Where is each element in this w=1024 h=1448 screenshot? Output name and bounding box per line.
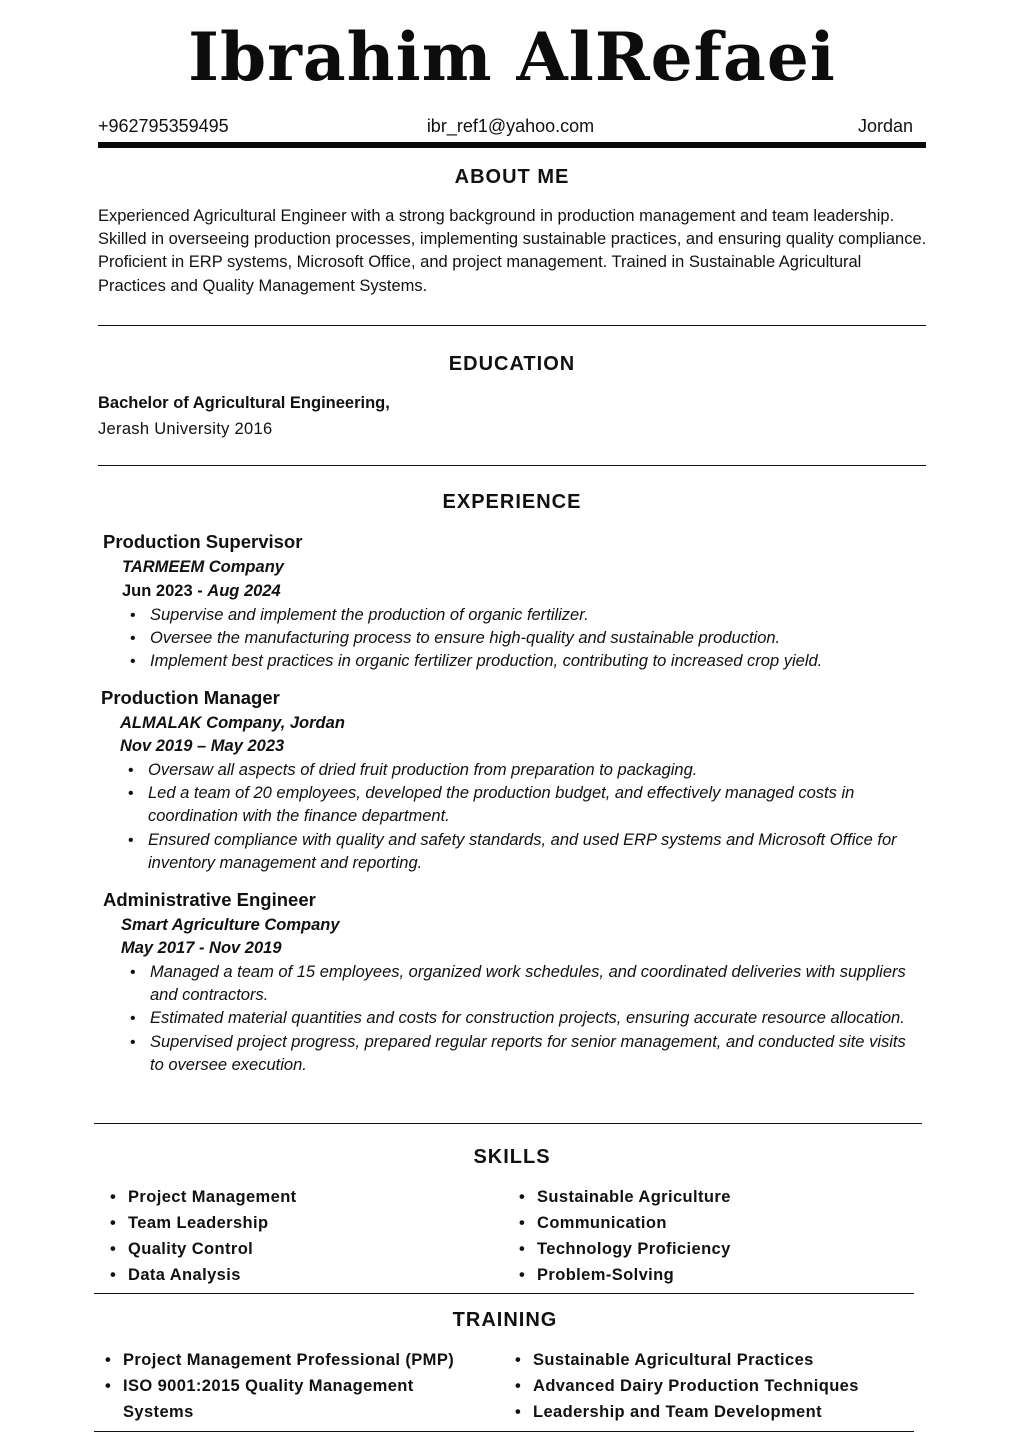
section-divider <box>98 465 926 466</box>
section-divider <box>98 325 926 326</box>
training-item: • Advanced Dairy Production Techniques <box>511 1373 911 1399</box>
skill-item: • Project Management <box>106 1184 486 1210</box>
job-bullets <box>122 604 912 674</box>
section-divider <box>94 1431 914 1432</box>
training-list-right <box>511 1347 911 1425</box>
section-divider <box>94 1293 914 1294</box>
list-item: • Oversee the manufacturing process to ensure high-quality and sustainable production. <box>122 627 912 650</box>
job-bullets <box>122 961 912 1077</box>
job-company: TARMEEM Company <box>122 558 284 576</box>
section-divider <box>94 1123 922 1124</box>
job-title: Production Manager <box>101 687 280 708</box>
training-item: • Sustainable Agricultural Practices <box>511 1347 911 1373</box>
header-divider <box>98 142 926 148</box>
list-item: • Estimated material quantities and costs for construction projects, ensuring accurate resource allocation. <box>122 1007 912 1030</box>
experience-heading: EXPERIENCE <box>442 491 582 513</box>
list-item: • Supervise and implement the production of organic fertilizer. <box>122 604 912 627</box>
education-school: Jerash University 2016 <box>98 420 273 438</box>
job-date-start: Jun 2023 - <box>122 582 208 600</box>
job-title: Production Supervisor <box>103 531 303 552</box>
job-company: ALMALAK Company, Jordan <box>120 714 345 732</box>
about-text: Experienced Agricultural Engineer with a strong background in production management and team leadership. Skilled in overseeing production processes, implementing sustainable practices, and ensuring quality compliance. Proficient in ERP systems, Microsoft Office, and project management. Trained in Sustainable Agricultural Practices and Quality Management Systems. <box>98 207 927 295</box>
job-dates <box>122 582 281 601</box>
skill-item: • Technology Proficiency <box>515 1236 905 1262</box>
skill-item: • Communication <box>515 1210 905 1236</box>
education-heading: EDUCATION <box>448 353 576 375</box>
list-item: • Supervised project progress, prepared regular reports for senior management, and conducted site visits to oversee execution. <box>122 1031 912 1077</box>
skills-list-left <box>106 1184 486 1288</box>
list-item: • Implement best practices in organic fertilizer production, contributing to increased crop yield. <box>122 650 912 673</box>
training-list-left <box>101 1347 481 1425</box>
phone-number: +962795359495 <box>98 116 229 136</box>
job-bullets <box>120 759 910 875</box>
skills-list-right <box>515 1184 905 1288</box>
training-item: • Leadership and Team Development <box>511 1399 911 1425</box>
job-title: Administrative Engineer <box>103 889 316 910</box>
skill-item: • Team Leadership <box>106 1210 486 1236</box>
list-item: • Oversaw all aspects of dried fruit production from preparation to packaging. <box>120 759 910 782</box>
email-address: ibr_ref1@yahoo.com <box>426 116 595 136</box>
training-item: • Project Management Professional (PMP) <box>101 1347 481 1373</box>
skill-item: • Sustainable Agriculture <box>515 1184 905 1210</box>
job-company: Smart Agriculture Company <box>121 916 340 934</box>
skill-item: • Data Analysis <box>106 1262 486 1288</box>
job-dates: Nov 2019 – May 2023 <box>120 737 285 755</box>
country: Jordan <box>857 116 913 136</box>
contact-row <box>98 116 913 138</box>
skill-item: • Quality Control <box>106 1236 486 1262</box>
job-dates: May 2017 - Nov 2019 <box>121 939 282 957</box>
list-item: • Led a team of 20 employees, developed the production budget, and effectively managed costs in coordination with the finance department. <box>120 782 910 828</box>
job-date-end: Aug 2024 <box>207 582 281 600</box>
education-degree: Bachelor of Agricultural Engineering, <box>98 394 390 412</box>
list-item: • Ensured compliance with quality and safety standards, and used ERP systems and Microsoft Office for inventory management and reporting. <box>120 829 910 875</box>
about-heading: ABOUT ME <box>454 166 570 188</box>
training-heading: TRAINING <box>452 1309 558 1331</box>
training-item: • ISO 9001:2015 Quality Management Systems <box>101 1373 481 1425</box>
skill-item: • Problem-Solving <box>515 1262 905 1288</box>
resume-name: Ibrahim AlRefaei <box>188 18 836 96</box>
list-item: • Managed a team of 15 employees, organized work schedules, and coordinated deliveries with suppliers and contractors. <box>122 961 912 1007</box>
skills-heading: SKILLS <box>473 1146 551 1168</box>
